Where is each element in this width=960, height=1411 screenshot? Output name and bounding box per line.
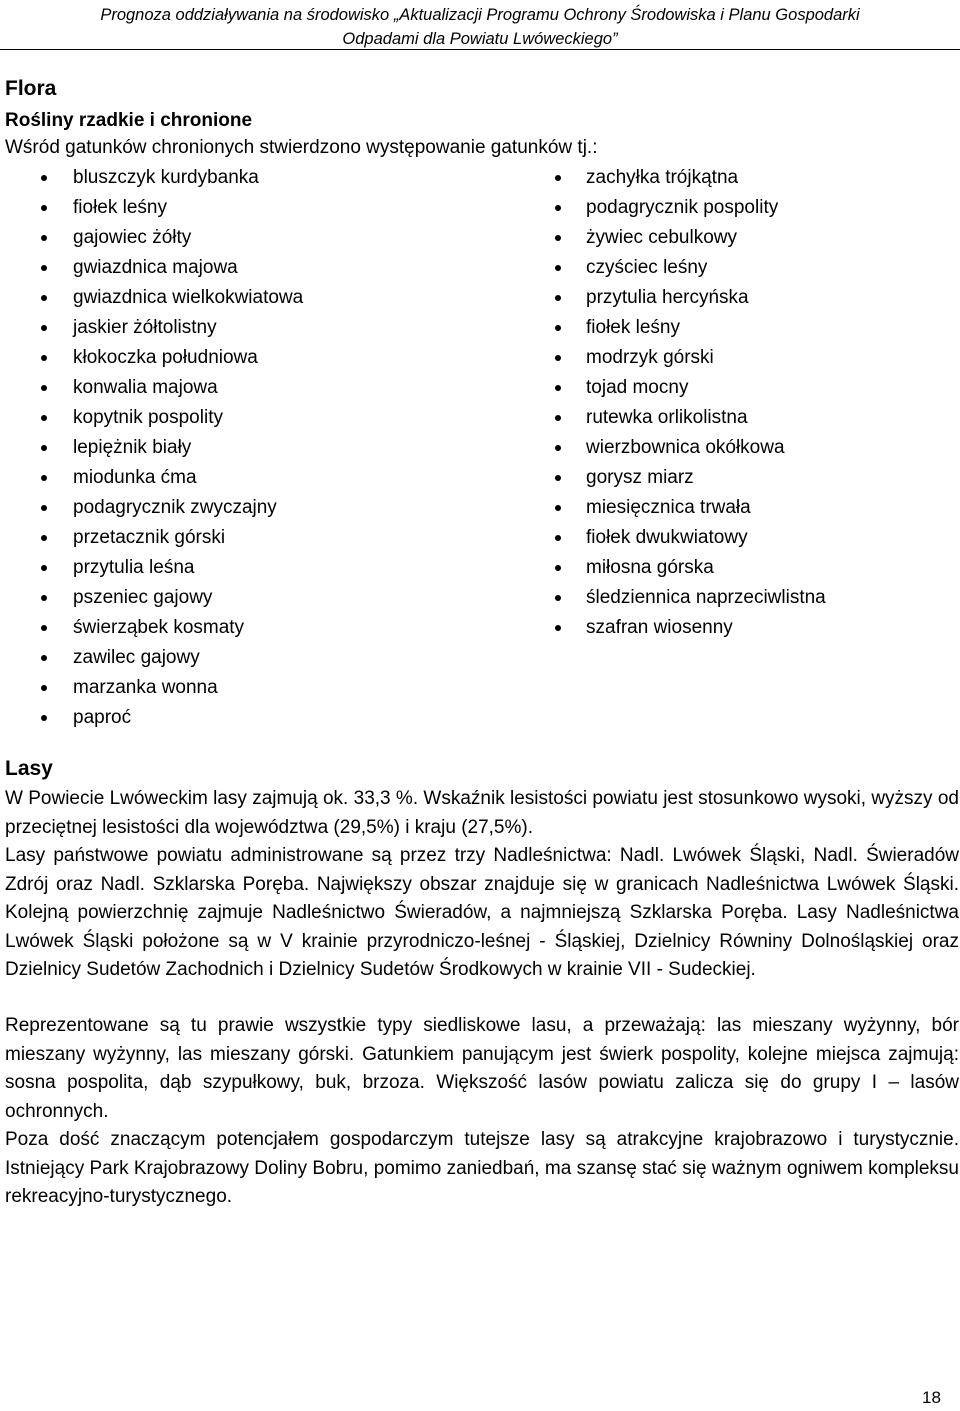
bullet-icon xyxy=(555,385,561,391)
bullet-icon xyxy=(555,265,561,271)
bullet-icon xyxy=(555,415,561,421)
bullet-icon xyxy=(555,295,561,301)
species-name: podagrycznik pospolity xyxy=(586,197,779,218)
species-name: kopytnik pospolity xyxy=(73,407,223,428)
species-name: gwiazdnica majowa xyxy=(73,257,238,278)
bullet-icon xyxy=(555,325,561,331)
species-name: bluszczyk kurdybanka xyxy=(73,167,259,188)
species-name: szafran wiosenny xyxy=(586,617,733,638)
bullet-icon xyxy=(41,535,47,541)
species-name: fiołek leśny xyxy=(73,197,167,218)
section-title-flora: Flora xyxy=(5,77,57,100)
species-name: modrzyk górski xyxy=(586,347,714,368)
species-name: fiołek dwukwiatowy xyxy=(586,527,748,548)
section-title-lasy: Lasy xyxy=(5,757,53,780)
bullet-icon xyxy=(41,325,47,331)
bullet-icon xyxy=(555,355,561,361)
species-name: zawilec gajowy xyxy=(73,647,200,668)
species-name: śledziennica naprzeciwlistna xyxy=(586,587,826,608)
species-name: zachyłka trójkątna xyxy=(586,167,739,188)
species-name: lepiężnik biały xyxy=(73,437,192,458)
species-name: gwiazdnica wielkokwiatowa xyxy=(73,287,304,308)
bullet-icon xyxy=(555,625,561,631)
species-name: pszeniec gajowy xyxy=(73,587,213,608)
bullet-icon xyxy=(41,445,47,451)
forest-paragraph-1: W Powiecie Lwóweckim lasy zajmują ok. 33,3 %. Wskaźnik lesistości powiatu jest stosunkowo wysoki, wyższy od przeciętnej lesistości dla województwa (29,5%) i kraju (27,5%). xyxy=(5,788,959,838)
species-name: podagrycznik zwyczajny xyxy=(73,497,277,518)
species-name: miłosna górska xyxy=(586,557,714,578)
bullet-icon xyxy=(555,505,561,511)
bullet-icon xyxy=(41,265,47,271)
bullet-icon xyxy=(41,655,47,661)
forest-paragraph-3: Reprezentowane są tu prawie wszystkie typy siedliskowe lasu, a przeważają: las mieszany wyżynny, bór mieszany wyżynny, las mieszany górski. Gatunkiem panującym jest świerk pospolity, kolejne miejsca zajmują: sosna pospolita, dąb szypułkowy, buk, brzoza. Większość lasów powiatu zalicza się do grupy I – lasów ochronnych. xyxy=(5,1015,959,1122)
species-name: przetacznik górski xyxy=(73,527,226,548)
bullet-icon xyxy=(41,355,47,361)
forest-paragraph-2: Lasy państwowe powiatu administrowane są przez trzy Nadleśnictwa: Nadl. Lwówek Śląski, Nadl. Świeradów Zdrój oraz Nadl. Szklarska Poręba. Największy obszar znajduje się w granicach Nadleśnictwa Lwówek Śląski. Kolejną powierzchnię zajmuje Nadleśnictwo Świeradów, a najmniejszą Szklarska Poręba. Lasy Nadleśnictwa Lwówek Śląski położone są w V krainie przyrodniczo-leśnej - Śląskiej, Dzielnicy Równiny Dolnośląskiej oraz Dzielnicy Sudetów Zachodnich i Dzielnicy Sudetów Środkowych w krainie VII - Sudeckiej. xyxy=(5,845,959,980)
bullet-icon xyxy=(555,475,561,481)
bullet-icon xyxy=(41,475,47,481)
species-name: świerząbek kosmaty xyxy=(73,617,245,638)
bullet-icon xyxy=(555,235,561,241)
bullet-icon xyxy=(555,175,561,181)
bullet-icon xyxy=(41,385,47,391)
species-name: przytulia leśna xyxy=(73,557,195,578)
bullet-icon xyxy=(41,205,47,211)
bullet-icon xyxy=(41,235,47,241)
bullet-icon xyxy=(555,595,561,601)
header-title-line-1: Prognoza oddziaływania na środowisko „Aktualizacji Programu Ochrony Środowiska i Planu Gospodarki xyxy=(100,6,860,24)
header-divider xyxy=(0,49,960,50)
bullet-icon xyxy=(41,295,47,301)
page-number: 18 xyxy=(922,1388,941,1407)
bullet-icon xyxy=(41,415,47,421)
subsection-title-rare-plants: Rośliny rzadkie i chronione xyxy=(5,110,253,131)
species-name: paproć xyxy=(73,707,132,728)
bullet-icon xyxy=(41,715,47,721)
species-name: kłokoczka południowa xyxy=(73,347,258,368)
species-name: gorysz miarz xyxy=(586,467,694,488)
species-name: wierzbownica okółkowa xyxy=(586,437,785,458)
species-name: miodunka ćma xyxy=(73,467,197,488)
bullet-icon xyxy=(555,535,561,541)
forest-paragraph-4: Poza dość znaczącym potencjałem gospodarczym tutejsze lasy są atrakcyjne krajobrazowo i turystycznie. Istniejący Park Krajobrazowy Doliny Bobru, pomimo zaniedbań, ma szansę stać się ważnym ogniwem kompleksu rekreacyjno-turystycznego. xyxy=(5,1129,959,1207)
species-name: czyściec leśny xyxy=(586,257,708,278)
bullet-icon xyxy=(555,445,561,451)
species-name: jaskier żółtolistny xyxy=(73,317,217,338)
bullet-icon xyxy=(41,595,47,601)
species-name: przytulia hercyńska xyxy=(586,287,749,308)
species-name: tojad mocny xyxy=(586,377,689,398)
bullet-icon xyxy=(555,565,561,571)
header-title-line-2: Odpadami dla Powiatu Lwóweckiego” xyxy=(342,30,618,48)
bullet-icon xyxy=(41,175,47,181)
bullet-icon xyxy=(41,625,47,631)
species-name: fiołek leśny xyxy=(586,317,680,338)
bullet-icon xyxy=(41,505,47,511)
species-name: gajowiec żółty xyxy=(73,227,192,248)
species-name: żywiec cebulkowy xyxy=(586,227,737,248)
bullet-icon xyxy=(41,685,47,691)
species-name: miesięcznica trwała xyxy=(586,497,751,518)
species-intro-text: Wśród gatunków chronionych stwierdzono występowanie gatunków tj.: xyxy=(5,137,598,158)
species-name: rutewka orlikolistna xyxy=(586,407,748,428)
bullet-icon xyxy=(555,205,561,211)
species-name: marzanka wonna xyxy=(73,677,218,698)
species-name: konwalia majowa xyxy=(73,377,218,398)
bullet-icon xyxy=(41,565,47,571)
